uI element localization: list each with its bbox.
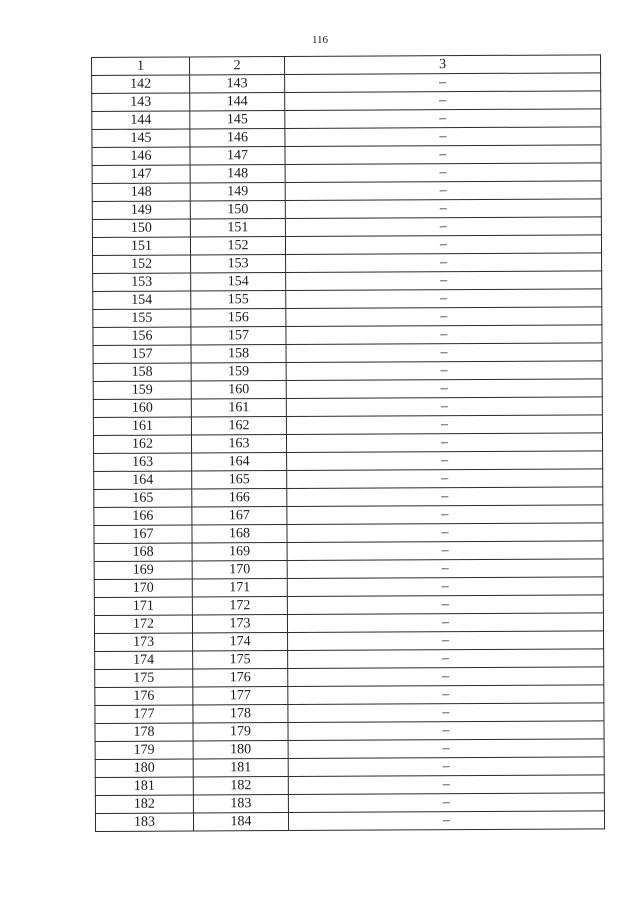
table-cell-col-1: 170 <box>94 579 192 598</box>
table-cell-col-3: – <box>287 451 603 471</box>
table-cell-col-3: – <box>287 595 603 615</box>
table-cell-col-3: – <box>285 127 601 147</box>
table-cell-col-2: 158 <box>191 344 286 362</box>
table-cell-col-1: 177 <box>95 705 193 724</box>
table-cell-col-3: – <box>285 73 601 93</box>
table-cell-col-3: – <box>286 325 602 345</box>
table-cell-col-2: 166 <box>192 488 287 506</box>
table-cell-col-1: 153 <box>93 273 191 292</box>
table-cell-col-1: 160 <box>93 399 191 418</box>
table-cell-col-3: – <box>288 793 604 813</box>
table-cell-col-3: – <box>288 685 604 705</box>
table-cell-col-1: 142 <box>92 75 190 94</box>
table-cell-col-1: 183 <box>95 813 193 832</box>
table-cell-col-1: 169 <box>94 561 192 580</box>
table-cell-col-3: – <box>285 109 601 129</box>
table-cell-col-2: 152 <box>190 236 285 254</box>
table-cell-col-1: 158 <box>93 363 191 382</box>
table-cell-col-2: 182 <box>193 776 288 794</box>
table-cell-col-3: – <box>286 289 602 309</box>
table-cell-col-1: 156 <box>93 327 191 346</box>
column-header-3: 3 <box>284 55 600 75</box>
table-cell-col-3: – <box>288 811 604 831</box>
table-cell-col-3: – <box>288 739 604 759</box>
table-cell-col-3: – <box>286 361 602 381</box>
table-row <box>95 811 604 832</box>
table-cell-col-2: 147 <box>190 146 285 164</box>
table-cell-col-1: 143 <box>92 93 190 112</box>
table-cell-col-1: 166 <box>94 507 192 526</box>
table-cell-col-2: 179 <box>193 722 288 740</box>
table-cell-col-1: 164 <box>94 471 192 490</box>
table-cell-col-3: – <box>286 307 602 327</box>
table-cell-col-3: – <box>286 397 602 417</box>
table-cell-col-1: 149 <box>92 201 190 220</box>
table-cell-col-1: 176 <box>95 687 193 706</box>
table-cell-col-2: 175 <box>193 650 288 668</box>
table-cell-col-3: – <box>288 757 604 777</box>
table-cell-col-3: – <box>287 469 603 489</box>
table-cell-col-3: – <box>285 235 601 255</box>
table-cell-col-3: – <box>287 487 603 507</box>
table-cell-col-1: 171 <box>94 597 192 616</box>
table-cell-col-1: 174 <box>95 651 193 670</box>
table-cell-col-3: – <box>285 181 601 201</box>
table-cell-col-3: – <box>286 379 602 399</box>
table-cell-col-3: – <box>286 433 602 453</box>
table-cell-col-3: – <box>288 649 604 669</box>
table-cell-col-2: 162 <box>191 416 286 434</box>
page-number: 116 <box>311 34 329 46</box>
table-cell-col-3: – <box>288 721 604 741</box>
table-cell-col-2: 148 <box>190 164 285 182</box>
table-cell-col-3: – <box>287 505 603 525</box>
column-header-1: 1 <box>92 57 190 76</box>
table-cell-col-1: 151 <box>92 237 190 256</box>
table-cell-col-2: 172 <box>192 596 287 614</box>
table-cell-col-2: 165 <box>192 470 287 488</box>
table-cell-col-1: 154 <box>93 291 191 310</box>
table-cell-col-2: 181 <box>193 758 288 776</box>
table-cell-col-3: – <box>288 667 604 687</box>
table-cell-col-2: 178 <box>193 704 288 722</box>
table-cell-col-1: 179 <box>95 741 193 760</box>
table-cell-col-2: 160 <box>191 380 286 398</box>
table-cell-col-1: 148 <box>92 183 190 202</box>
table-cell-col-2: 184 <box>193 812 288 830</box>
table-cell-col-1: 157 <box>93 345 191 364</box>
table-cell-col-1: 181 <box>95 777 193 796</box>
table-cell-col-3: – <box>287 559 603 579</box>
table-cell-col-1: 167 <box>94 525 192 544</box>
table-cell-col-1: 159 <box>93 381 191 400</box>
table-cell-col-3: – <box>288 631 604 651</box>
data-table <box>91 54 605 832</box>
table-cell-col-1: 175 <box>95 669 193 688</box>
table-cell-col-2: 149 <box>190 182 285 200</box>
table-cell-col-1: 155 <box>93 309 191 328</box>
column-header-2: 2 <box>190 56 285 74</box>
table-cell-col-2: 170 <box>192 560 287 578</box>
table-cell-col-1: 182 <box>95 795 193 814</box>
table-cell-col-1: 180 <box>95 759 193 778</box>
table-cell-col-1: 147 <box>92 165 190 184</box>
table-cell-col-2: 146 <box>190 128 285 146</box>
table-cell-col-2: 155 <box>191 290 286 308</box>
table-cell-col-1: 145 <box>92 129 190 148</box>
table-cell-col-3: – <box>285 217 601 237</box>
table-cell-col-3: – <box>288 775 604 795</box>
table-cell-col-1: 163 <box>94 453 192 472</box>
table-cell-col-3: – <box>285 145 601 165</box>
table-cell-col-2: 180 <box>193 740 288 758</box>
table-cell-col-2: 151 <box>190 218 285 236</box>
table-cell-col-1: 152 <box>93 255 191 274</box>
table-cell-col-1: 146 <box>92 147 190 166</box>
table-cell-col-3: – <box>286 415 602 435</box>
table-cell-col-2: 154 <box>191 272 286 290</box>
table-cell-col-1: 168 <box>94 543 192 562</box>
table-cell-col-1: 144 <box>92 111 190 130</box>
table-cell-col-2: 144 <box>190 92 285 110</box>
table-cell-col-3: – <box>288 703 604 723</box>
table-cell-col-3: – <box>287 577 603 597</box>
table-cell-col-1: 161 <box>93 417 191 436</box>
table-cell-col-2: 159 <box>191 362 286 380</box>
table-cell-col-2: 174 <box>193 632 288 650</box>
table-cell-col-2: 150 <box>190 200 285 218</box>
table-cell-col-3: – <box>286 253 602 273</box>
table-cell-col-2: 169 <box>192 542 287 560</box>
table-cell-col-3: – <box>287 613 603 633</box>
table-cell-col-1: 172 <box>94 615 192 634</box>
table-cell-col-2: 176 <box>193 668 288 686</box>
table-cell-col-2: 153 <box>191 254 286 272</box>
table-cell-col-1: 173 <box>95 633 193 652</box>
table-cell-col-1: 178 <box>95 723 193 742</box>
table-cell-col-2: 145 <box>190 110 285 128</box>
table-cell-col-2: 161 <box>191 398 286 416</box>
table-cell-col-3: – <box>286 343 602 363</box>
table-cell-col-3: – <box>285 91 601 111</box>
table-cell-col-3: – <box>287 541 603 561</box>
table-cell-col-1: 165 <box>94 489 192 508</box>
table-cell-col-2: 177 <box>193 686 288 704</box>
table-cell-col-2: 156 <box>191 308 286 326</box>
table-cell-col-1: 150 <box>92 219 190 238</box>
table-cell-col-3: – <box>285 163 601 183</box>
table-cell-col-3: – <box>286 271 602 291</box>
table-cell-col-2: 168 <box>192 524 287 542</box>
table-cell-col-2: 157 <box>191 326 286 344</box>
table-cell-col-2: 163 <box>191 434 286 452</box>
table-cell-col-2: 167 <box>192 506 287 524</box>
table-cell-col-3: – <box>285 199 601 219</box>
table-cell-col-2: 143 <box>190 74 285 92</box>
table-body <box>92 73 605 832</box>
table-cell-col-3: – <box>287 523 603 543</box>
table-cell-col-1: 162 <box>93 435 191 454</box>
table-cell-col-2: 171 <box>192 578 287 596</box>
table-cell-col-2: 173 <box>192 614 287 632</box>
table-cell-col-2: 183 <box>193 794 288 812</box>
table-cell-col-2: 164 <box>192 452 287 470</box>
